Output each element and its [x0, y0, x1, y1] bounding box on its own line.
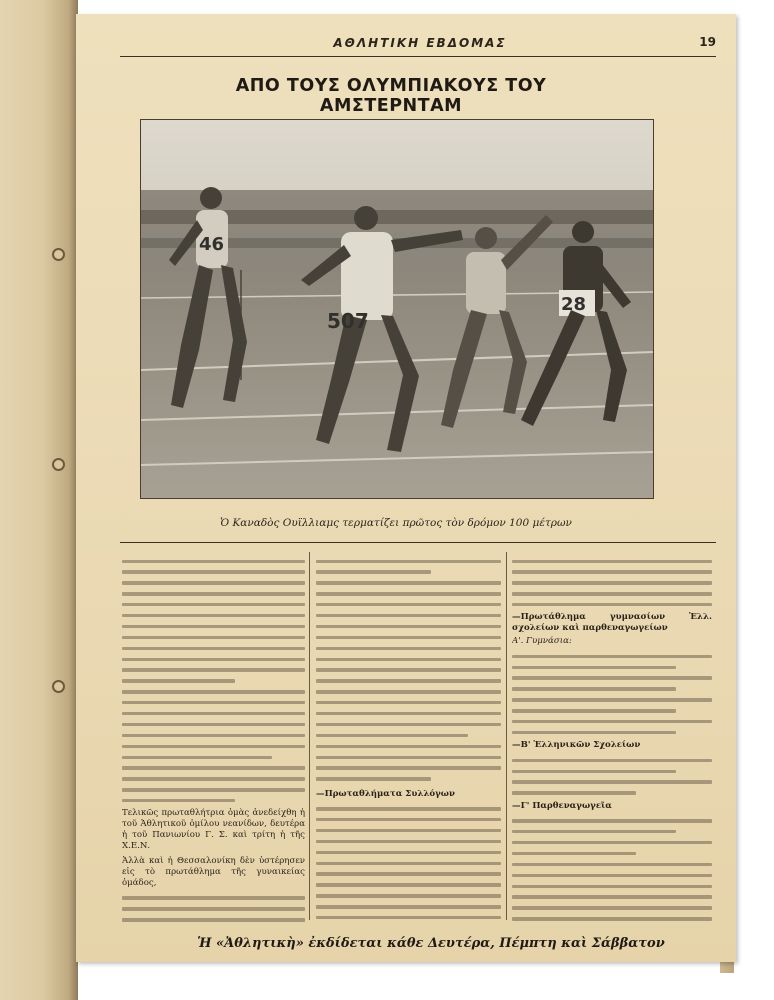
page-header: [120, 36, 716, 57]
binding-ring: [52, 458, 65, 471]
column-divider: [506, 552, 507, 920]
page-number: 19: [699, 35, 716, 49]
publication-title: ΑΘΛΗΤΙΚΗ ΕΒΔΟΜΑΣ: [333, 36, 507, 50]
race-photo: [140, 119, 654, 499]
section-heading: —Πρωταθλήματα Συλλόγων: [316, 788, 455, 799]
bib-number: 46: [199, 234, 225, 255]
section-subheading: Α'. Γυμνάσια:: [512, 636, 572, 647]
article-column-1: [122, 552, 305, 924]
section-heading: —Πρωτάθλημα γυμνασίων Ἑλλ. σχολείων καὶ παρθεναγωγείων: [512, 612, 712, 634]
article-column-2: [316, 552, 501, 924]
footer-text: Ἡ «Ἀθλητικὴ» ἐκδίδεται κάθε Δευτέρα, Πέμπτη καὶ Σάββατον: [197, 936, 665, 951]
column-divider: [309, 552, 310, 920]
photo-caption: Ὁ Καναδὸς Ουϊλλιαμς τερματίζει πρῶτος τὸν δρόμον 100 μέτρων: [220, 517, 572, 529]
binding-ring: [52, 248, 65, 261]
section-heading: —Γ' Παρθεναγωγεῖα: [512, 800, 612, 811]
article-paragraph: Τελικῶς πρωταθλήτρια ὁμὰς ἀνεδείχθη ἡ τοῦ Ἀθλητικοῦ ὁμίλου νεανίδων, δευτέρα ἡ τοῦ Πανιωνίου Γ. Σ. καὶ τρίτη ἡ τῆς Χ.Ε.Ν.: [122, 808, 305, 852]
article-headline: ΑΠΟ ΤΟΥΣ ΟΛΥΜΠΙΑΚΟΥΣ ΤΟΥ ΑΜΣΤΕΡΝΤΑΜ: [171, 76, 611, 122]
publication-footer: [136, 936, 726, 951]
bib-number: 28: [561, 294, 587, 315]
article-paragraph: Ἀλλὰ καὶ ἡ Θεσσαλονίκη δὲν ὑστέρησεν εἰς τὸ πρωτάθλημα τῆς γυναικείας ὁμάδος,: [122, 856, 305, 888]
section-heading: —Β' Ἑλληνικῶν Σχολείων: [512, 740, 641, 751]
binding-ring: [52, 680, 65, 693]
newspaper-page: [76, 14, 736, 962]
article-column-3: [512, 552, 712, 924]
bib-number: 507: [327, 309, 369, 333]
section-rule: [120, 542, 716, 543]
book-spine: [0, 0, 78, 1000]
